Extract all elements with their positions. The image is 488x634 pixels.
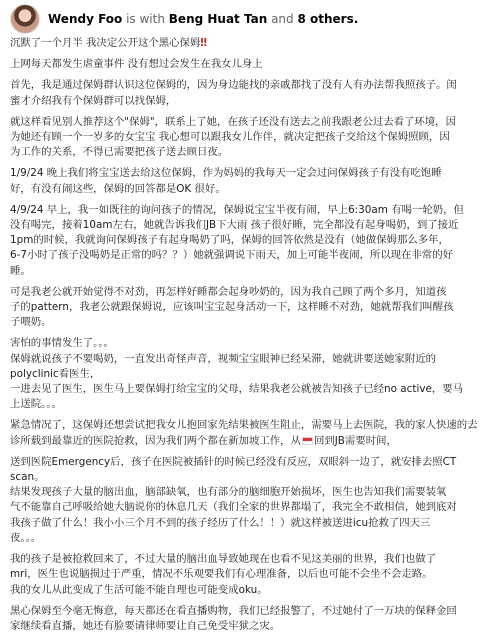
paragraph-line: 我的孩子是被抢救回来了，不过大量的脑出血导致她现在也看不见这美丽的世界，我们也做了	[10, 553, 437, 566]
paragraph-line: 我孩子做了什么！我小小三个月不到的孩子经历了什么！！）就这样被送进icu抢救了四天三	[10, 516, 431, 529]
author-name[interactable]: Wendy Foo	[48, 12, 123, 26]
paragraph-heading: 害怕的事情发生了。。。	[10, 337, 114, 350]
paragraph-line: 子的pattern，我老公就跟保姆说，应该叫宝宝起身活动一下，这样睡不对劲，她就帮我们叫醒孩	[10, 301, 454, 314]
paragraph-6	[10, 336, 478, 412]
paragraph-line: 首先，我是通过保姆群认识这位保姆的，因为身边能找的亲戚都找了没有人有办法帮我照孩子。闺	[10, 79, 457, 92]
tagged-others-link[interactable]: 8 others.	[297, 12, 359, 26]
paragraph-line: 没有喝完，接着10am左右，她就告诉我们JB下大雨 孩子很好睡，完全都没有起身喝奶，到了接近	[10, 219, 459, 232]
paragraph-line: 好，有没有闹这些，保姆的回答都是OK 很好。	[10, 182, 226, 195]
paragraph-line: 一进去见了医生，医生马上要保姆打给宝宝的父母，结果我老公就被告知孩子已经no active，要马	[10, 383, 464, 396]
paragraph-line: 家继续看直播，她还有脸要请律师要让自己免受牢狱之灾。	[10, 619, 281, 632]
tagged-person[interactable]: Beng Huat Tan	[168, 12, 268, 26]
paragraph-text: 紧急情况了，这保姆还想尝试把我女儿抱回家先结果被医生阻止，需要马上去医院，我的家人快速的去诊所载到最靠近的医院抢救，因为我们两个都在新加坡工作，从	[10, 419, 478, 447]
paragraph-10	[10, 604, 478, 634]
paragraph-line: mri，医生也说脑损过于严重，情况不乐观要我们有心理准备，以后也可能不会坐不会走路。	[10, 568, 433, 581]
paragraph-line: 我的女儿从此变成了生活可能不能自理也可能变成oku。	[10, 583, 268, 596]
paragraph-line: 蜜才介绍我有个保姆群可以找保姆，	[10, 94, 177, 107]
paragraph-line: 夜。。。	[10, 531, 42, 544]
and-text: and	[267, 12, 298, 26]
subtitle-paragraph	[10, 57, 478, 72]
with-text: is with	[122, 12, 169, 26]
paragraph-line: 保姆就说孩子不要喝奶，一直发出奇怪声音，视频宝宝眼神已经呆滞，她就讲要送她家附近的	[10, 352, 437, 365]
paragraph-8	[10, 455, 478, 546]
post-header	[0, 0, 488, 36]
paragraph-line: 睡。	[10, 264, 31, 277]
post-body	[0, 36, 488, 634]
double-exclamation-icon: ‼	[200, 37, 207, 49]
paragraph-4	[10, 203, 478, 279]
paragraph-line: 可是我老公就开始觉得不对劲，再怎样好睡都会起身吵奶的，因为我自己顾了两个多月，知道孩	[10, 285, 447, 298]
paragraph-line: 送到医院Emergency后，孩子在医院被插针的时候已经没有反应，双眼斜一边了，就安排去照CT	[10, 455, 457, 468]
paragraph-7	[10, 418, 478, 448]
paragraph-line: scan。	[10, 471, 45, 484]
intro-paragraph	[10, 36, 478, 51]
paragraph-line: 气不能靠自己呼吸给她大脑说你的休息几天（我们全家的世界都塌了，我完全不敢相信，她到底对	[10, 501, 457, 514]
paragraph-line: 6-7小时了孩子没喝奶是正常的吗？？）她就强调说下雨天，加上可能半夜闹，所以现在非常的好	[10, 249, 453, 262]
paragraph-5	[10, 285, 478, 331]
paragraph-line: 黑心保姆至今毫无悔意，每天都还在看直播购物，我们已经报警了，不过她付了一万块的保释金回	[10, 604, 457, 617]
author-avatar[interactable]	[10, 4, 40, 34]
paragraph-1	[10, 78, 478, 108]
paragraph-line: 子喂奶。	[10, 316, 52, 329]
paragraph-line: 为她还有顾一个一岁多的女宝宝 我心想可以跟我女儿作伴，就决定把孩子交给这个保姆照顾，因	[10, 131, 450, 144]
paragraph-line: 为工作的关系，不得已需要把孩子送去顾日夜。	[10, 146, 229, 159]
paragraph-text: 回到JB需要时间，	[313, 434, 397, 447]
paragraph-line: 结果发现孩子大量的脑出血，脑部缺氧，也有部分的脑细胞开始损坏，医生也告知我们需要装氧	[10, 486, 447, 499]
post-author-line	[48, 11, 358, 27]
paragraph-line: 1pm的时候，我就询问保姆孩子有起身喝奶了吗，保姆的回答依然是没有（她做保姆那么多年，	[10, 234, 449, 247]
paragraph-line: 上送院。。。	[10, 398, 62, 411]
paragraph-line: 4/9/24 早上，我一如既往的询问孩子的情况，保姆说宝宝半夜有闹，早上6:30am 有喝一轮奶，但	[10, 203, 464, 216]
paragraph-3	[10, 166, 478, 196]
subtitle-line: 上网每天都发生虐童事件 没有想过会发生在我女儿身上	[10, 58, 263, 71]
paragraph-line: 1/9/24 晚上我们将宝宝送去给这位保姆，作为妈妈的我每天一定会过问保姆孩子有没有吃饱睡	[10, 167, 442, 180]
paragraph-line: polyclinic看医生，	[10, 367, 101, 380]
paragraph-2	[10, 115, 478, 161]
intro-line: 沉默了一个月半 我决定公开这个黑心保姆	[10, 37, 201, 49]
flag-icon	[302, 437, 313, 445]
paragraph-line: 就这样看见别人推荐这个"保姆"，联系上了她，在孩子还没有送去之前我跟老公过去看了环境，因	[10, 115, 456, 128]
paragraph-9	[10, 552, 478, 598]
